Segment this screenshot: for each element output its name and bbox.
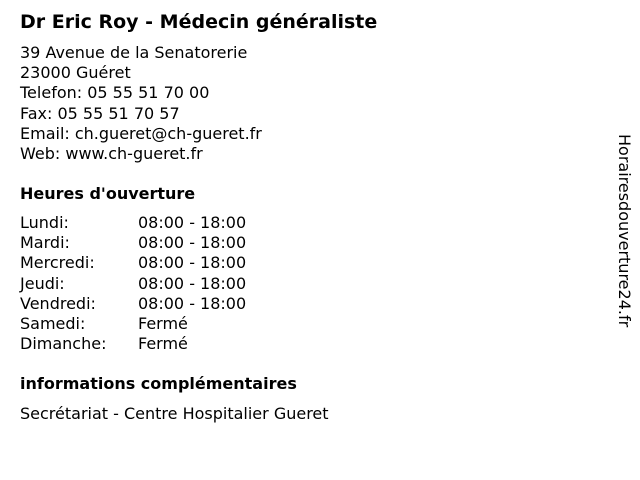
hours-value: 08:00 - 18:00 [138,273,247,293]
day-label: Samedi: [20,314,86,334]
hours-value: 08:00 - 18:00 [138,233,247,253]
day-label: Lundi: [20,213,69,232]
additional-info-heading: informations complémentaires [20,374,297,393]
hours-value: 08:00 - 18:00 [138,213,247,232]
contact-block [20,43,262,164]
address-line-street: 39 Avenue de la Senatorerie [20,43,248,62]
day-label: Vendredi: [20,293,96,313]
hours-value: 08:00 - 18:00 [138,253,247,273]
fax-text: Fax: 05 55 51 70 57 [20,103,180,123]
website-text: Web: www.ch-gueret.fr [20,144,203,164]
opening-hours-heading: Heures d'ouverture [20,184,196,203]
hours-row-wednesday [20,253,246,273]
hours-value: Fermé [138,334,188,354]
site-brand-vertical: Horairesdouverture24.fr [615,134,634,328]
address-line-city: 23000 Guéret [20,63,131,83]
day-label: Jeudi: [20,273,65,293]
additional-info-text: Secrétariat - Centre Hospitalier Gueret [20,404,329,423]
opening-hours-list [20,213,246,354]
hours-row-sunday [20,334,246,354]
day-label: Mercredi: [20,253,95,273]
hours-row-tuesday [20,233,246,253]
hours-row-friday [20,294,246,314]
hours-row-monday [20,213,246,233]
hours-value: Fermé [138,314,188,334]
page-title: Dr Eric Roy - Médecin généraliste [20,11,378,33]
day-label: Mardi: [20,233,70,253]
email-text: Email: ch.gueret@ch-gueret.fr [20,123,262,143]
phone-text: Telefon: 05 55 51 70 00 [20,83,210,103]
hours-value: 08:00 - 18:00 [138,293,247,313]
hours-row-thursday [20,274,246,294]
day-label: Dimanche: [20,334,107,354]
hours-row-saturday [20,314,246,334]
